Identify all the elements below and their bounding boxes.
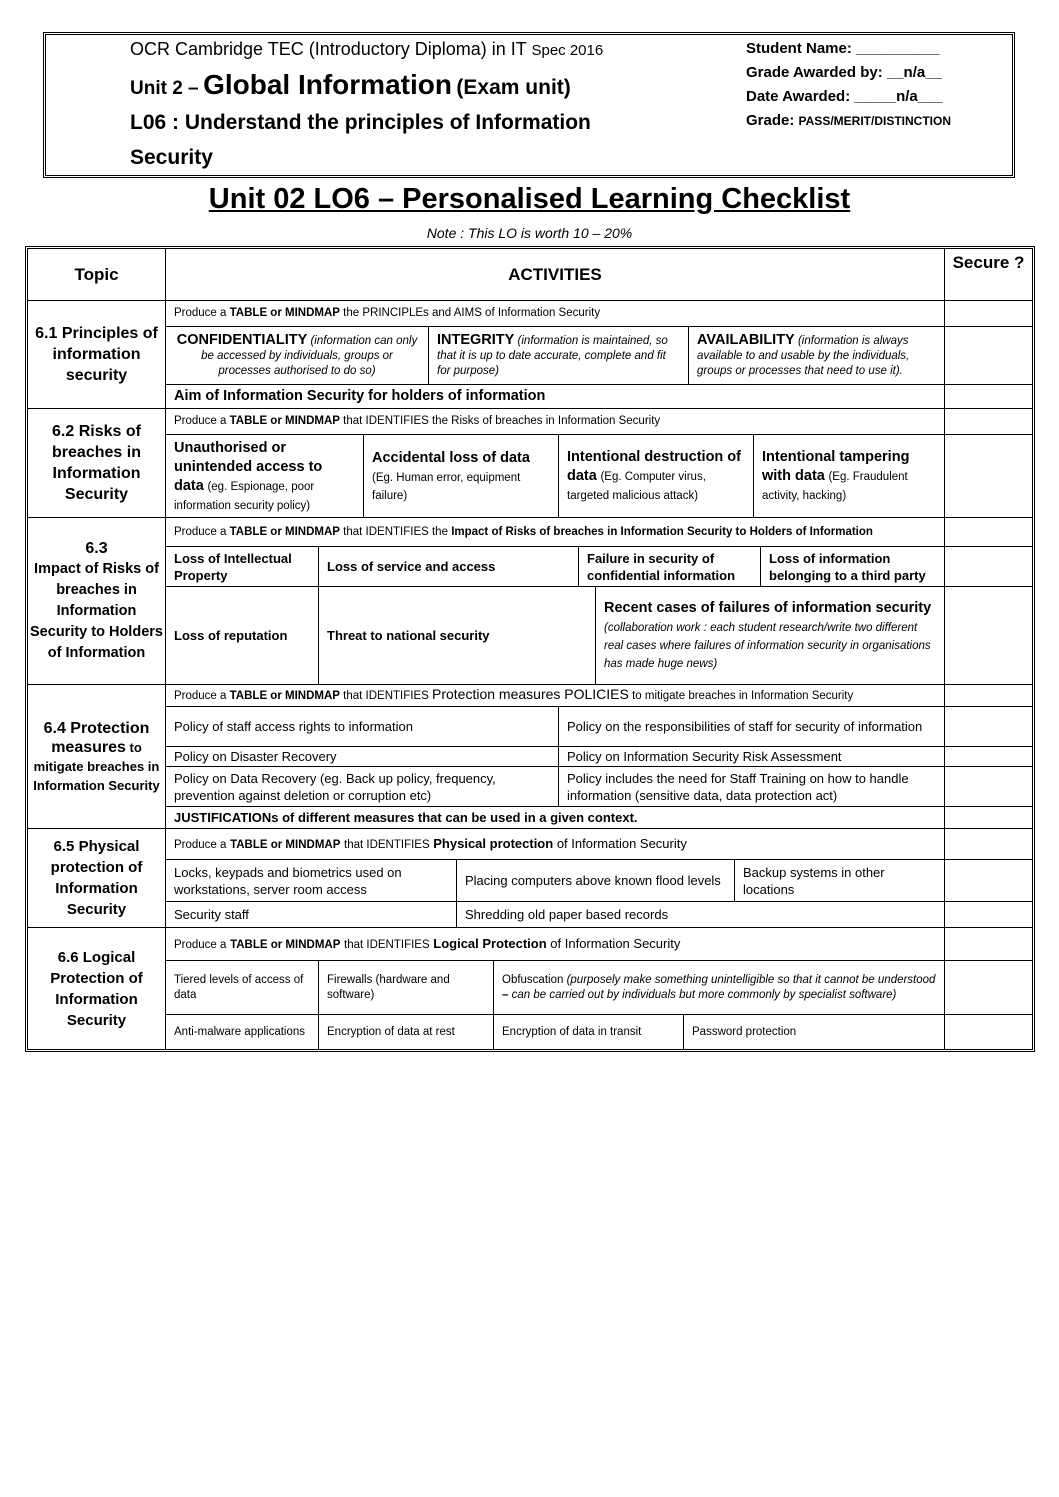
section-6-5 — [28, 828, 1032, 927]
section-6-6 — [28, 927, 1032, 1049]
justification: JUSTIFICATIONs of different measures that can be used in a given context. — [174, 810, 638, 825]
secure-checkbox[interactable] — [944, 518, 1032, 546]
student-name-field: Student Name: __________ — [746, 40, 940, 57]
aim: Aim of Information Security for holders of information — [174, 388, 546, 404]
section-6-1 — [28, 300, 1032, 408]
logical-item: Anti-malware applications — [174, 1025, 306, 1038]
topic-6-1: 6.1 Principles of information security — [28, 301, 166, 408]
secure-checkbox[interactable] — [944, 587, 1032, 684]
col-secure: Secure ? — [944, 249, 1032, 300]
checklist-table — [25, 246, 1035, 1052]
secure-checkbox[interactable] — [944, 807, 1032, 828]
unit-line — [130, 69, 571, 101]
task-6-5: Produce a TABLE or MINDMAP that IDENTIFIES Physical protection of Information Security — [174, 836, 687, 851]
topic-6-2: 6.2 Risks of breaches in Information Security — [28, 409, 166, 517]
logical-item: Firewalls (hardware and software) — [318, 961, 493, 1014]
availability: AVAILABILITY (information is always available to and usable by the individuals, groups or processes that need to use it). — [688, 327, 944, 384]
logical-item: Encryption of data at rest — [318, 1015, 493, 1049]
topic-6-3: 6.3 Impact of Risks of breaches in Information Security to Holders of Information — [28, 518, 166, 684]
topic-6-4: 6.4 Protection measures to mitigate breaches in Information Security — [28, 685, 166, 828]
section-6-4 — [28, 684, 1032, 828]
secure-checkbox[interactable] — [944, 547, 1032, 586]
date-awarded: Date Awarded: _____n/a___ — [746, 88, 943, 105]
secure-checkbox[interactable] — [944, 860, 1032, 901]
secure-checkbox[interactable] — [944, 829, 1032, 859]
topic-6-5: 6.5 Physical protection of Information Security — [28, 829, 166, 927]
secure-checkbox[interactable] — [944, 902, 1032, 927]
course-line — [130, 39, 603, 60]
lo-line1: L06 : Understand the principles of Information — [130, 111, 591, 134]
obfuscation: Obfuscation (purposely make something unintelligible so that it cannot be understood – can be carried out by individuals but more commonly by specialist software) — [493, 961, 944, 1014]
policy-item: Policy of staff access rights to information — [174, 719, 413, 734]
impact-confidential: Failure in security of confidential information — [578, 547, 760, 586]
logical-item: Encryption of data in transit — [493, 1015, 683, 1049]
physical-item: Backup systems in other locations — [734, 860, 944, 901]
physical-item: Shredding old paper based records — [456, 902, 944, 927]
course-name: OCR Cambridge TEC (Introductory Diploma) in IT — [130, 39, 527, 59]
secure-checkbox[interactable] — [944, 435, 1032, 517]
impact-national-security: Threat to national security — [318, 587, 595, 684]
physical-item: Security staff — [174, 907, 249, 922]
grade-line — [746, 109, 951, 133]
task-6-1: Produce a TABLE or MINDMAP the PRINCIPLEs and AIMS of Information Security — [174, 307, 601, 319]
risk-unauthorised-access: Unauthorised or unintended access to data (eg. Espionage, poor information security policy) — [174, 439, 323, 512]
topic-6-6: 6.6 Logical Protection of Information Security — [28, 928, 166, 1049]
secure-checkbox[interactable] — [944, 385, 1032, 408]
unit-prefix: Unit 2 – — [130, 78, 199, 99]
note: Note : This LO is worth 10 – 20% — [426, 225, 633, 241]
secure-checkbox[interactable] — [944, 707, 1032, 746]
physical-item: Placing computers above known flood levels — [456, 860, 734, 901]
section-6-2 — [28, 408, 1032, 517]
integrity: INTEGRITY (information is maintained, so that it is up to date accurate, complete and fit for purpose) — [428, 327, 688, 384]
col-activities: ACTIVITIES — [508, 264, 602, 284]
policy-item: Policy on the responsibilities of staff for security of information — [558, 707, 944, 746]
grade-label: Grade: — [746, 112, 795, 129]
task-6-6: Produce a TABLE or MINDMAP that IDENTIFIES Logical Protection of Information Security — [174, 936, 681, 951]
policy-item: Policy on Information Security Risk Assessment — [558, 747, 944, 766]
col-topic: Topic — [28, 249, 166, 300]
secure-checkbox[interactable] — [944, 767, 1032, 806]
secure-checkbox[interactable] — [944, 409, 1032, 434]
grade-options: PASS/MERIT/DISTINCTION — [798, 114, 951, 128]
task-6-3: Produce a TABLE or MINDMAP that IDENTIFIES the Impact of Risks of breaches in Information Security to Holders of Information — [174, 525, 873, 538]
unit-suffix: (Exam unit) — [456, 76, 571, 99]
lo-line2: Security — [130, 146, 213, 169]
secure-checkbox[interactable] — [944, 961, 1032, 1014]
risk-intentional-tampering: Intentional tampering with data (Eg. Fraudulent activity, hacking) — [753, 435, 944, 517]
page-title: Unit 02 LO6 – Personalised Learning Checklist — [208, 183, 851, 215]
task-6-2: Produce a TABLE or MINDMAP that IDENTIFIES the Risks of breaches in Information Security — [174, 415, 661, 427]
header-box — [43, 32, 1015, 178]
risk-accidental-loss: Accidental loss of data (Eg. Human error, equipment failure) — [363, 435, 558, 517]
policy-item: Policy on Disaster Recovery — [174, 749, 337, 764]
recent-cases: Recent cases of failures of information security (collaboration work : each student research/write two different real cases where failures of information security in organisations has made huge news) — [595, 587, 944, 684]
section-6-3 — [28, 517, 1032, 684]
secure-checkbox[interactable] — [944, 1015, 1032, 1049]
grading-info — [746, 37, 951, 133]
policy-item: Policy on Data Recovery (eg. Back up policy, frequency, prevention against deletion or corruption etc) — [174, 770, 496, 803]
confidentiality: CONFIDENTIALITY (information can only be accessed by individuals, groups or processes authorised to do so) — [176, 331, 418, 377]
policy-item: Policy includes the need for Staff Training on how to handle information (sensitive data, data protection act) — [558, 767, 944, 806]
grade-awarded-by: Grade Awarded by: __n/a__ — [746, 64, 942, 81]
header-row — [28, 249, 1032, 300]
impact-third-party: Loss of information belonging to a third party — [760, 547, 944, 586]
secure-checkbox[interactable] — [944, 301, 1032, 326]
secure-checkbox[interactable] — [944, 685, 1032, 706]
logical-item: Password protection — [683, 1015, 944, 1049]
impact-service: Loss of service and access — [318, 547, 578, 586]
unit-name: Global Information — [203, 69, 452, 100]
task-6-4: Produce a TABLE or MINDMAP that IDENTIFIES Protection measures POLICIES to mitigate breaches in Information Security — [174, 686, 854, 702]
secure-checkbox[interactable] — [944, 327, 1032, 384]
secure-checkbox[interactable] — [944, 747, 1032, 766]
logical-item: Tiered levels of access of data — [174, 973, 304, 1001]
physical-item: Locks, keypads and biometrics used on workstations, server room access — [174, 864, 402, 897]
risk-intentional-destruction: Intentional destruction of data (Eg. Computer virus, targeted malicious attack) — [558, 435, 753, 517]
spec: Spec 2016 — [531, 42, 604, 59]
secure-checkbox[interactable] — [944, 928, 1032, 960]
impact-ip: Loss of Intellectual Property — [174, 550, 292, 583]
impact-reputation: Loss of reputation — [174, 628, 288, 643]
